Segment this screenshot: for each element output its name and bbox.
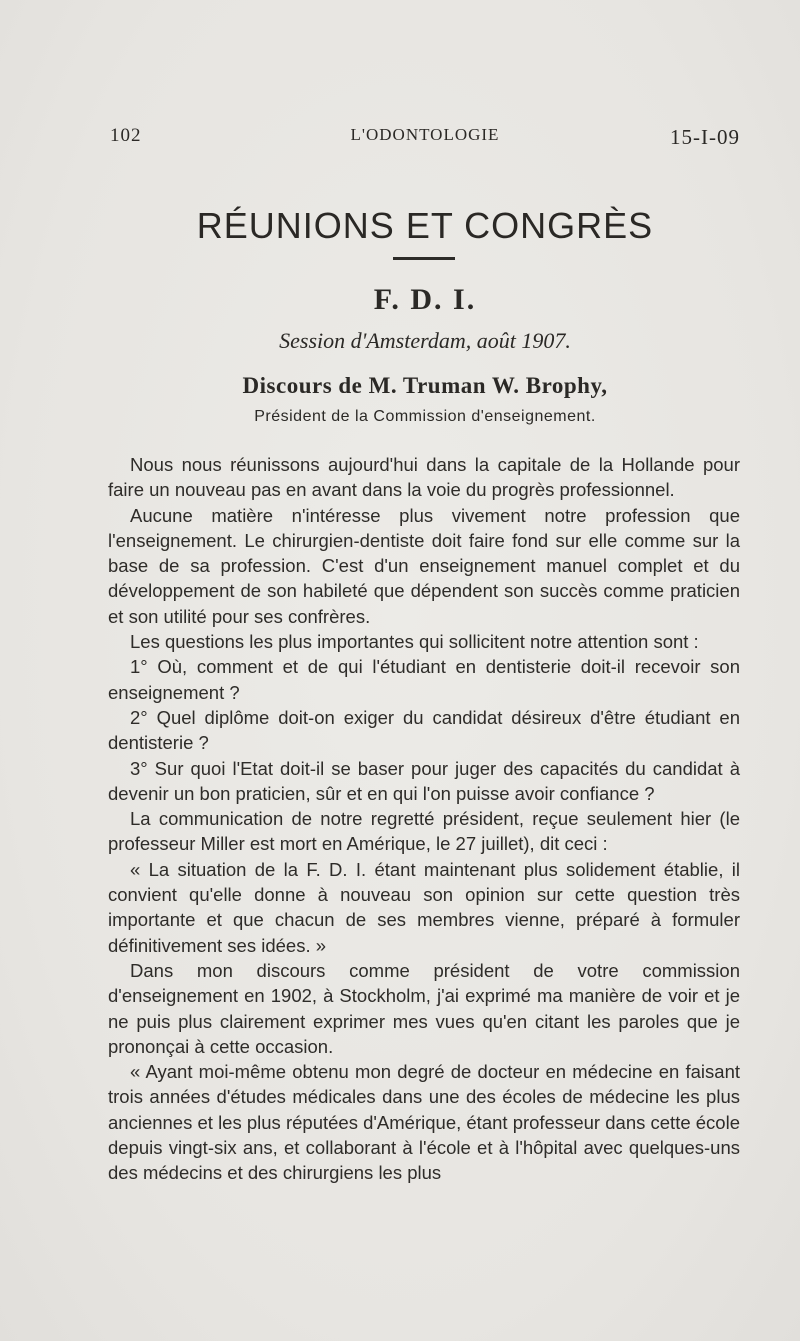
paragraph: Les questions les plus importantes qui sollicitent notre attention sont : (130, 631, 699, 653)
article-body (108, 452, 740, 1186)
organization-heading: F. D. I. (373, 283, 477, 316)
session-subtitle: Session d'Amsterdam, août 1907. (279, 328, 571, 353)
paragraph: La communication de notre regretté président, reçue seulement hier (le professeur Miller est mort en Amérique, le 27 juillet), dit ceci : (108, 808, 740, 855)
journal-title: L'ODONTOLOGIE (350, 125, 500, 144)
title-divider (393, 257, 455, 260)
paragraph: « La situation de la F. D. I. étant maintenant plus solidement établie, il convient qu'elle donne à nouveau son opinion sur cette question très importante et que chacun de ses membres vienne, préparé à formuler définitivement ses idées. » (108, 858, 740, 956)
paragraph: 3° Sur quoi l'Etat doit-il se baser pour juger des capacités du candidat à devenir un bon praticien, sûr et en qui l'on puisse avoir confiance ? (108, 757, 740, 804)
paragraph: 2° Quel diplôme doit-on exiger du candidat désireux d'être étudiant en dentisterie ? (108, 706, 740, 754)
paragraph: 1° Où, comment et de qui l'étudiant en dentisterie doit-il recevoir son enseignement ? (108, 656, 740, 703)
running-header (110, 125, 740, 155)
issue-date: 15-I-09 (670, 125, 740, 149)
speaker-heading: Discours de M. Truman W. Brophy, (242, 373, 608, 398)
paragraph: Dans mon discours comme président de votre commission d'enseignement en 1902, à Stockholm, j'ai exprimé ma manière de voir et je ne puis plus clairement exprimer mes vues qu'en citant les paroles que je prononçai à cette occasion. (108, 959, 740, 1057)
paragraph: « Ayant moi-même obtenu mon degré de docteur en médecine en faisant trois années d'études médicales dans une des écoles de médecine les plus anciennes et les plus réputées d'Amérique, étant professeur dans cette école depuis vingt-six ans, et collaborant à l'école et à l'hôpital avec quelques-uns des médecins et des chirurgiens les plus (108, 1061, 740, 1184)
paragraph: Nous nous réunissons aujourd'hui dans la capitale de la Hollande pour faire un nouveau pas en avant dans la voie du progrès professionnel. (108, 454, 740, 501)
page-number: 102 (110, 125, 142, 146)
section-title: RÉUNIONS ET CONGRÈS (196, 205, 654, 246)
speaker-role: Président de la Commission d'enseignement. (254, 408, 596, 425)
paragraph: Aucune matière n'intéresse plus vivement notre profession que l'enseignement. Le chirurgien-dentiste doit faire fond sur elle comme sur la base de sa profession. C'est d'un enseignement manuel complet et du développement de son habileté que dépendent son succès comme praticien et son utilité pour ses confrères. (108, 504, 740, 627)
